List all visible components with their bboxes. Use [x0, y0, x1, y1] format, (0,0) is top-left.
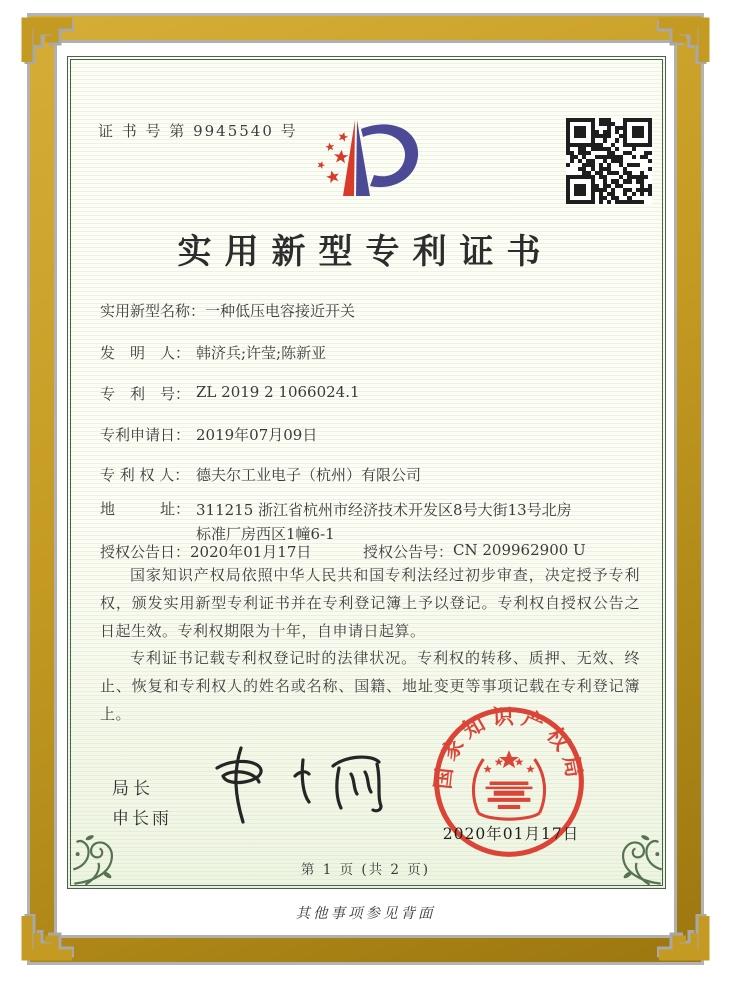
field-value: 一种低压电容接近开关 — [205, 302, 356, 320]
field-row-address — [100, 498, 574, 546]
field-value: 2020年01月17日 — [190, 543, 312, 561]
field-value: 韩济兵;许莹;陈新亚 — [196, 344, 327, 362]
footer-note: 其他事项参见背面 — [295, 906, 436, 922]
field-label: 发 明 人： — [100, 344, 191, 362]
field-row-patent-no — [100, 383, 360, 404]
seal-text: 国家知识产权局 — [430, 704, 588, 791]
logo-p-bowl — [361, 124, 418, 187]
floral-corner-ornament — [595, 818, 665, 888]
field-label: 地 址： — [100, 500, 191, 518]
page-info: 第 1 页 (共 2 页) — [300, 862, 431, 878]
legal-paragraph: 国家知识产权局依照中华人民共和国专利法经过初步审查，决定授予专利权，颁发实用新型专利证书并在专利登记簿上予以登记。专利权自授权公告之日起生效。专利权期限为十年，自申请日起算。 — [100, 566, 640, 640]
field-value: CN 209962900 U — [453, 541, 586, 559]
field-label: 授权公告号： — [363, 543, 454, 561]
field-row-inventors — [100, 342, 326, 363]
field-value: ZL 2019 2 1066024.1 — [196, 383, 360, 401]
field-label: 专利申请日： — [100, 426, 191, 444]
field-value: 2019年07月09日 — [196, 426, 318, 444]
field-row-filing-date — [100, 424, 317, 445]
certificate-number: 证 书 号 第 9945540 号 — [98, 122, 298, 140]
legal-paragraph: 专利证书记载专利权登记时的法律状况。专利权的转移、质押、无效、终止、恢复和专利权人的姓名或名称、国籍、地址变更等事项记载在专利登记簿上。 — [100, 649, 640, 723]
director-signature — [203, 738, 393, 833]
field-row-patentee — [100, 464, 421, 485]
frame-corner-ornament — [657, 0, 721, 64]
field-label: 专 利 号： — [100, 385, 191, 403]
logo-obelisk-red — [343, 120, 355, 196]
field-value: 311215 浙江省杭州市经济技术开发区8号大街13号北房标准厂房西区1幢6-1 — [196, 501, 572, 543]
field-label: 专 利 权 人： — [100, 466, 190, 484]
floral-corner-ornament — [70, 818, 140, 888]
certificate-title: 实用新型专利证书 — [177, 232, 554, 272]
frame-corner-ornament — [10, 914, 74, 978]
field-label: 实用新型名称： — [100, 302, 206, 320]
field-row-grant — [0, 541, 731, 563]
signer-name: 申长雨 — [112, 809, 172, 829]
grant-no-group — [363, 541, 586, 562]
field-row-patent-name — [100, 300, 355, 321]
field-value: 德夫尔工业电子（杭州）有限公司 — [196, 466, 422, 484]
qr-code — [566, 118, 652, 204]
svg-text:国家知识产权局 — [431, 704, 587, 790]
field-label: 授权公告日： — [100, 543, 191, 561]
seal-date: 2020年01月17日 — [442, 825, 580, 843]
cnipa-logo — [298, 114, 440, 210]
grant-date-group — [100, 541, 311, 562]
frame-corner-ornament — [657, 914, 721, 978]
logo-stars-icon — [316, 131, 349, 184]
frame-corner-ornament — [10, 0, 74, 64]
national-emblem-icon — [473, 751, 544, 819]
signer-title: 局长 — [112, 779, 154, 799]
